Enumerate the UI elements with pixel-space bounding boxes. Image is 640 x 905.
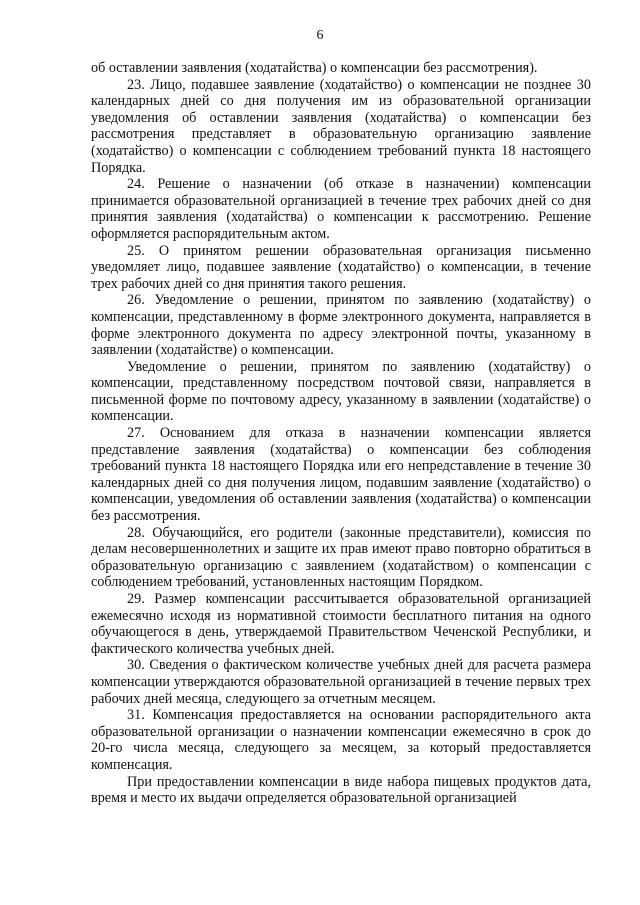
paragraph-continuation: об оставлении заявления (ходатайства) о компенсации без рассмотрения).: [91, 60, 538, 76]
paragraph-31-food-set: При предоставлении компенсации в виде набора пищевых продуктов дата, время и место их выдачи определяется образовательной организацией: [91, 773, 591, 807]
paragraph-26-postal: Уведомление о решении, принятом по заявлению (ходатайству) о компенсации, представленному посредством почтовой связи, направляется в письменной форме по почтовому адресу, указанному в заявлении (ходатайстве) о компенсации.: [91, 358, 591, 425]
paragraph-24: 24. Решение о назначении (об отказе в назначении) компенсации принимается образовательной организацией в течение трех рабочих дней со дня принятия заявления (ходатайства) о компенсации к рассмотрению. Решение оформляется распорядительным актом.: [91, 176, 591, 242]
paragraph-26: 26. Уведомление о решении, принятом по заявлению (ходатайству) о компенсации, представленному в форме электронного документа, направляется в форме электронного документа по адресу электронной почты, указанному в заявлении (ходатайстве) о компенсации.: [91, 292, 591, 359]
paragraph-29: 29. Размер компенсации рассчитывается образовательной организацией ежемесячно исходя из нормативной стоимости бесплатного питания на одного обучающегося в день, утверждаемой Правительством Чеченской Республики, и фактического количества учебных дней.: [91, 591, 591, 657]
paragraph-31: 31. Компенсация предоставляется на основании распорядительного акта образовательной организации о назначении компенсации ежемесячно в срок до 20-го числа месяца, следующего за месяцем, за который предоставляется компенсация.: [91, 707, 591, 773]
paragraph-30: 30. Сведения о фактическом количестве учебных дней для расчета размера компенсации утверждаются образовательной организацией в течение первых трех рабочих дней месяца, следующего за отчетным месяцем.: [91, 657, 591, 707]
paragraph-28: 28. Обучающийся, его родители (законные представители), комиссия по делам несовершеннолетних и защите их прав имеют право повторно обратиться в образовательную организацию с заявлением (ходатайством) о компенсации с соблюдением требований, установленных настоящим Порядком.: [91, 524, 591, 591]
page-number: 6: [316, 28, 324, 43]
document-body: [91, 60, 591, 807]
paragraph-25: 25. О принятом решении образовательная организация письменно уведомляет лицо, подавшее заявление (ходатайство) о компенсации, в течение трех рабочих дней со дня принятия такого решения.: [91, 242, 591, 292]
paragraph-27: 27. Основанием для отказа в назначении компенсации является представление заявления (ходатайства) о компенсации без соблюдения требований пункта 18 настоящего Порядка или его непредставление в течение 30 календарных дней со дня получения лицом, подавшим заявление (ходатайство) о компенсации, уведомления об оставлении заявления (ходатайства) о компенсации без рассмотрения.: [91, 425, 591, 525]
paragraph-23: 23. Лицо, подавшее заявление (ходатайство) о компенсации не позднее 30 календарных дней со дня получения им из образовательной организации уведомления об оставлении заявления (ходатайства) о компенсации без рассмотрения представляет в образовательную организацию заявление (ходатайство) о компенсации с соблюдением требований пункта 18 настоящего Порядка.: [91, 76, 591, 176]
